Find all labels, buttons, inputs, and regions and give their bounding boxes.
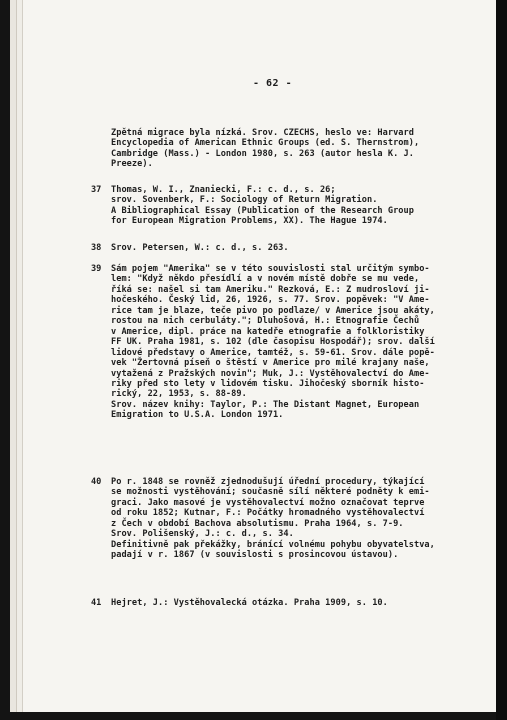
footnote-line: Thomas, W. I., Znaniecki, F.: c. d., s. 26; <box>111 185 336 195</box>
footnote-line: riky před sto lety v lidovém tisku. Jihočeský sborník histo- <box>111 378 425 389</box>
footnote-line: se možnosti vystěhování; současně sílí některé podněty k emi- <box>111 487 430 498</box>
footnote-number: 38 <box>91 243 102 253</box>
footnote-line: graci. Jako masové je vystěhovalectví možno označovat teprve <box>111 497 425 508</box>
footnote-line: rostou na nich cerbuláty."; Dluhošová, H.: Etnografie Čechů <box>111 316 420 327</box>
footnote-line: Definitivně pak překážky, bránící volnému pohybu obyvatelstva, <box>111 539 435 550</box>
footnote-line: vek "Žertovná píseň o štěstí v Americe pro milé krajany naše, <box>111 358 430 369</box>
footnote-number: 40 <box>91 477 102 487</box>
footnote-number: 41 <box>91 598 102 608</box>
footnote-line: Po r. 1848 se rovněž zjednodušují úřední procedury, týkající <box>111 477 425 487</box>
footnote-line: hočeského. Český lid, 26, 1926, s. 77. Srov. popěvek: "V Ame- <box>111 295 430 306</box>
footnote-line: srov. Sovenberk, F.: Sociology of Return Migration. <box>111 195 378 206</box>
footnote-line: FF UK. Praha 1981, s. 102 (dle časopisu Hospodář); srov. další <box>111 337 435 348</box>
footnote-line: Srov. Polišenský, J.: c. d., s. 34. <box>111 529 294 540</box>
footnote-line: rický, 22, 1953, s. 88-89. <box>111 389 247 400</box>
footnote-line: Zpětná migrace byla nízká. Srov. CZECHS, heslo ve: Harvard <box>111 128 414 138</box>
footnote-line: Srov. Petersen, W.: c. d., s. 263. <box>111 243 289 253</box>
footnote-line: říká se: našel si tam Ameriku." Rezková, E.: Z mudrosloví ji- <box>111 284 430 295</box>
footnote-line: Sám pojem "Amerika" se v této souvislosti stal určitým symbo- <box>111 264 430 274</box>
footnote-line: lidové představy o Americe, tamtéž, s. 59-61. Srov. dále popě- <box>111 347 435 358</box>
footnote-line: Hejret, J.: Vystěhovalecká otázka. Praha 1909, s. 10. <box>111 598 388 608</box>
footnote-line: v Americe, dipl. práce na katedře etnografie a folkloristiky <box>111 326 425 337</box>
footnote-number: 39 <box>91 264 102 274</box>
footnote-line: Srov. název knihy: Taylor, P.: The Distant Magnet, European <box>111 399 420 410</box>
page-number: - 62 - <box>253 78 293 89</box>
footnote-line: A Bibliographical Essay (Publication of the Research Group <box>111 205 414 216</box>
footnote-number: 37 <box>91 185 102 195</box>
footnote-line: Encyclopedia of American Ethnic Groups (ed. S. Thernstrom), <box>111 138 420 149</box>
footnote-line: Preeze). <box>111 159 153 170</box>
footnote-line: for European Migration Problems, XX). The Hague 1974. <box>111 216 388 227</box>
footnote-line: lem: "Když někdo přesídlí a v novém místě dobře se mu vede, <box>111 274 420 285</box>
footnote-line: Cambridge (Mass.) - London 1980, s. 263 (autor hesla K. J. <box>111 148 414 159</box>
footnote-line: Emigration to U.S.A. London 1971. <box>111 410 284 421</box>
footnote-line: padají v r. 1867 (v souvislosti s prosincovou ústavou). <box>111 550 399 561</box>
footnote-line: od roku 1852; Kutnar, F.: Počátky hromadného vystěhovalectví <box>111 508 425 519</box>
footnote-line: vytažená z Pražských novin"; Muk, J.: Vystěhovalectví do Ame- <box>111 368 430 379</box>
footnote-line: rice tam je blaze, teče pivo po podlaze/ v Americe jsou akáty, <box>111 305 435 316</box>
footnote-line: z Čech v období Bachova absolutismu. Praha 1964, s. 7-9. <box>111 518 404 529</box>
